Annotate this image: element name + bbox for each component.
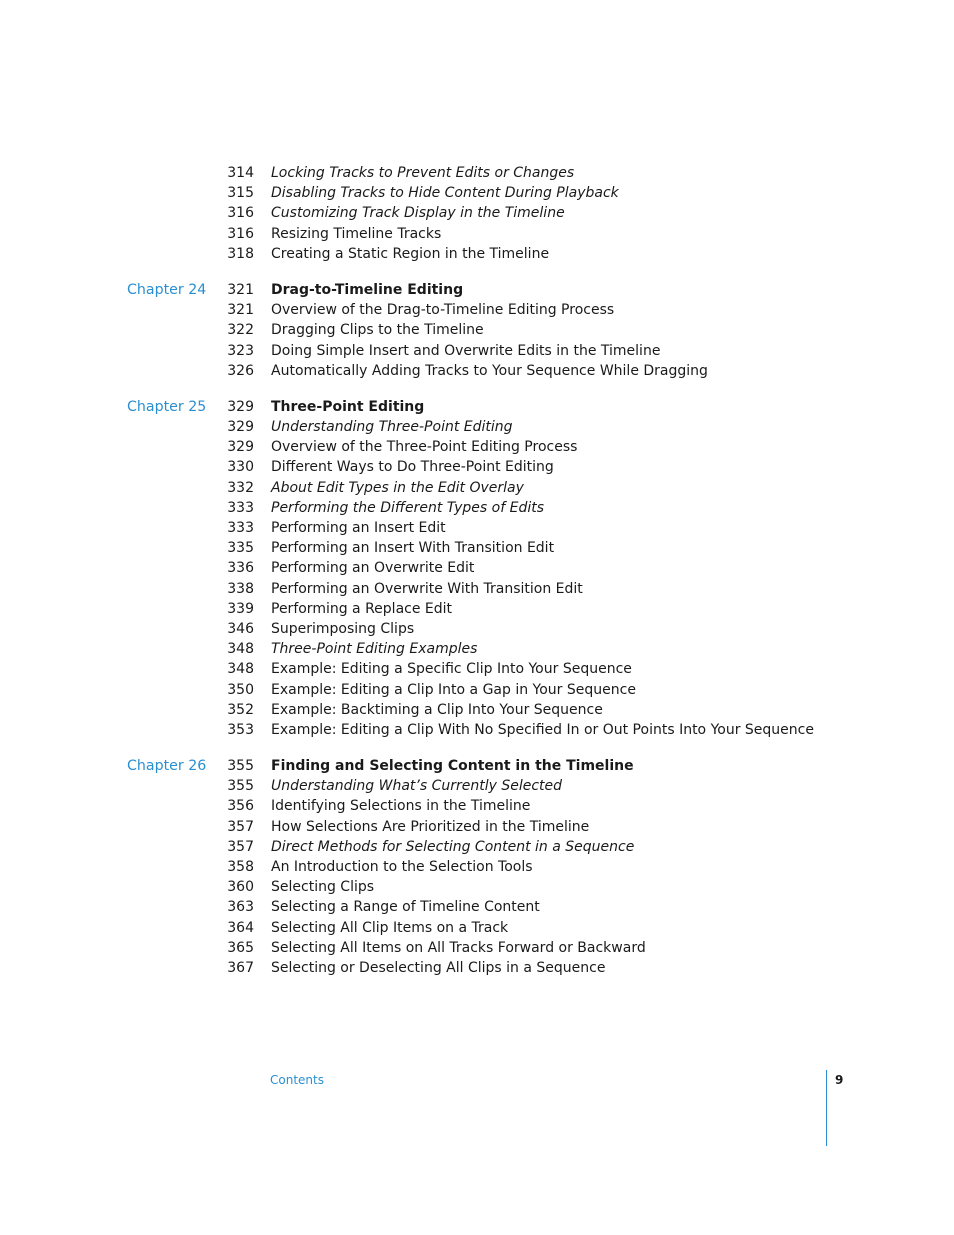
toc-entry[interactable] bbox=[0, 837, 954, 857]
toc-entry[interactable] bbox=[0, 224, 954, 244]
toc-title[interactable]: Drag-to-Timeline Editing bbox=[271, 281, 464, 298]
toc-title[interactable]: Performing an Overwrite Edit bbox=[271, 560, 475, 577]
toc-page-number: 326 bbox=[227, 362, 254, 379]
toc-title[interactable]: Understanding What’s Currently Selected bbox=[271, 778, 563, 795]
toc-title[interactable]: Selecting a Range of Timeline Content bbox=[271, 899, 540, 916]
toc-page-number: 357 bbox=[227, 838, 254, 855]
chapter-label[interactable]: Chapter 24 bbox=[127, 281, 207, 298]
toc-title[interactable]: Example: Editing a Clip Into a Gap in Your Sequence bbox=[271, 681, 636, 698]
chapter-label[interactable]: Chapter 25 bbox=[127, 398, 207, 415]
toc-page-number: 329 bbox=[227, 439, 254, 456]
toc-entry[interactable] bbox=[0, 700, 954, 720]
toc-title[interactable]: Finding and Selecting Content in the Timeline bbox=[271, 758, 634, 775]
toc-entry[interactable] bbox=[0, 498, 954, 518]
toc-entry[interactable] bbox=[0, 457, 954, 477]
toc-title[interactable]: Selecting or Deselecting All Clips in a Sequence bbox=[271, 959, 606, 976]
toc-page-number: 316 bbox=[227, 225, 254, 242]
toc-entry[interactable] bbox=[0, 163, 954, 183]
toc-title[interactable]: Selecting Clips bbox=[271, 879, 375, 896]
toc-page-number: 332 bbox=[227, 479, 254, 496]
toc-page-number: 329 bbox=[227, 398, 254, 415]
toc-title[interactable]: Dragging Clips to the Timeline bbox=[271, 322, 484, 339]
toc-page-number: 335 bbox=[227, 540, 254, 557]
toc-page-number: 318 bbox=[227, 245, 254, 262]
toc-title[interactable]: Three-Point Editing bbox=[271, 398, 425, 415]
toc-entry[interactable] bbox=[0, 659, 954, 679]
toc-chapter-row[interactable] bbox=[0, 397, 954, 417]
toc-page-number: 321 bbox=[227, 302, 254, 319]
toc-page-number: 360 bbox=[227, 879, 254, 896]
toc-page-number: 363 bbox=[227, 899, 254, 916]
page-number: 9 bbox=[835, 1073, 844, 1087]
toc-title[interactable]: An Introduction to the Selection Tools bbox=[271, 859, 533, 875]
toc-page-number: 352 bbox=[227, 701, 254, 718]
toc-page-number: 353 bbox=[227, 721, 254, 738]
table-of-contents bbox=[0, 163, 954, 978]
footer-divider bbox=[826, 1070, 827, 1146]
toc-entry[interactable] bbox=[0, 478, 954, 498]
toc-entry[interactable] bbox=[0, 639, 954, 659]
toc-title[interactable]: Performing the Different Types of Edits bbox=[271, 499, 545, 516]
toc-title[interactable]: Automatically Adding Tracks to Your Sequence While Dragging bbox=[271, 362, 708, 379]
toc-title[interactable]: Understanding Three-Point Editing bbox=[271, 419, 513, 436]
toc-page-number: 316 bbox=[227, 205, 254, 222]
toc-entry[interactable] bbox=[0, 776, 954, 796]
toc-page-number: 367 bbox=[227, 959, 254, 976]
toc-page-number: 355 bbox=[227, 778, 254, 795]
toc-entry[interactable] bbox=[0, 244, 954, 264]
toc-page-number: 321 bbox=[227, 281, 254, 298]
toc-title[interactable]: How Selections Are Prioritized in the Timeline bbox=[271, 818, 590, 835]
toc-page-number: 338 bbox=[227, 580, 254, 597]
toc-title[interactable]: Performing an Insert Edit bbox=[271, 520, 446, 536]
toc-entry[interactable] bbox=[0, 720, 954, 740]
toc-title[interactable]: Three-Point Editing Examples bbox=[271, 641, 478, 658]
toc-title[interactable]: Selecting All Items on All Tracks Forward or Backward bbox=[271, 939, 646, 956]
toc-entry[interactable] bbox=[0, 300, 954, 320]
toc-title[interactable]: Performing an Insert With Transition Edit bbox=[271, 540, 555, 557]
toc-title[interactable]: Customizing Track Display in the Timeline bbox=[271, 205, 565, 222]
toc-page-number: 329 bbox=[227, 419, 254, 436]
toc-title[interactable]: Performing a Replace Edit bbox=[271, 600, 453, 617]
toc-title[interactable]: Overview of the Drag-to-Timeline Editing Process bbox=[271, 302, 615, 319]
toc-entry[interactable] bbox=[0, 817, 954, 837]
toc-title[interactable]: Locking Tracks to Prevent Edits or Changes bbox=[271, 165, 575, 181]
toc-title[interactable]: Resizing Timeline Tracks bbox=[271, 225, 442, 242]
toc-page-number: 358 bbox=[227, 859, 254, 875]
toc-page-number: 322 bbox=[227, 322, 254, 339]
toc-title[interactable]: Doing Simple Insert and Overwrite Edits in the Timeline bbox=[271, 342, 661, 359]
toc-title[interactable]: Superimposing Clips bbox=[271, 620, 415, 637]
toc-entry[interactable] bbox=[0, 437, 954, 457]
toc-page-number: 348 bbox=[227, 641, 254, 658]
toc-page-number: 330 bbox=[227, 459, 254, 476]
toc-title[interactable]: Overview of the Three-Point Editing Process bbox=[271, 439, 578, 456]
toc-page-number: 365 bbox=[227, 939, 254, 956]
toc-page-number: 315 bbox=[227, 185, 254, 202]
toc-entry[interactable] bbox=[0, 538, 954, 558]
toc-title[interactable]: Disabling Tracks to Hide Content During Playback bbox=[271, 185, 619, 202]
chapter-label[interactable]: Chapter 26 bbox=[127, 758, 207, 775]
toc-page-number: 336 bbox=[227, 560, 254, 577]
toc-page-number: 355 bbox=[227, 758, 254, 775]
toc-entry[interactable] bbox=[0, 203, 954, 223]
toc-page-number: 314 bbox=[227, 165, 254, 181]
toc-page-number: 339 bbox=[227, 600, 254, 617]
toc-page-number: 333 bbox=[227, 520, 254, 536]
toc-page-number: 364 bbox=[227, 919, 254, 936]
toc-chapter-row[interactable] bbox=[0, 756, 954, 776]
toc-entry[interactable] bbox=[0, 341, 954, 361]
toc-entry[interactable] bbox=[0, 558, 954, 578]
toc-title[interactable]: Example: Editing a Clip With No Specified In or Out Points Into Your Sequence bbox=[271, 721, 814, 738]
footer-section-label[interactable]: Contents bbox=[270, 1073, 324, 1087]
toc-title[interactable]: Performing an Overwrite With Transition Edit bbox=[271, 580, 583, 597]
toc-entry[interactable] bbox=[0, 183, 954, 203]
toc-page-number: 333 bbox=[227, 499, 254, 516]
toc-title[interactable]: Different Ways to Do Three-Point Editing bbox=[271, 459, 554, 476]
toc-entry[interactable] bbox=[0, 361, 954, 381]
toc-entry[interactable] bbox=[0, 619, 954, 639]
toc-entry[interactable] bbox=[0, 599, 954, 619]
toc-entry[interactable] bbox=[0, 877, 954, 897]
toc-title[interactable]: Example: Backtiming a Clip Into Your Sequence bbox=[271, 701, 603, 718]
toc-chapter-row[interactable] bbox=[0, 280, 954, 300]
toc-entry[interactable] bbox=[0, 680, 954, 700]
toc-entry[interactable] bbox=[0, 918, 954, 938]
toc-entry[interactable] bbox=[0, 897, 954, 917]
toc-title[interactable]: Direct Methods for Selecting Content in a Sequence bbox=[271, 838, 635, 855]
toc-page-number: 323 bbox=[227, 342, 254, 359]
toc-title[interactable]: Identifying Selections in the Timeline bbox=[271, 798, 531, 815]
toc-entry[interactable] bbox=[0, 579, 954, 599]
toc-title[interactable]: Selecting All Clip Items on a Track bbox=[271, 919, 509, 936]
toc-entry[interactable] bbox=[0, 938, 954, 958]
toc-page-number: 350 bbox=[227, 681, 254, 698]
toc-entry[interactable] bbox=[0, 958, 954, 978]
toc-page-number: 357 bbox=[227, 818, 254, 835]
toc-entry[interactable] bbox=[0, 320, 954, 340]
toc-entry[interactable] bbox=[0, 857, 954, 877]
toc-entry[interactable] bbox=[0, 796, 954, 816]
toc-entry[interactable] bbox=[0, 417, 954, 437]
toc-page-number: 346 bbox=[227, 620, 254, 637]
toc-title[interactable]: Creating a Static Region in the Timeline bbox=[271, 245, 550, 262]
toc-title[interactable]: About Edit Types in the Edit Overlay bbox=[271, 479, 524, 496]
toc-page-number: 356 bbox=[227, 798, 254, 815]
toc-page-number: 348 bbox=[227, 661, 254, 678]
toc-entry[interactable] bbox=[0, 518, 954, 538]
toc-title[interactable]: Example: Editing a Specific Clip Into Your Sequence bbox=[271, 661, 632, 678]
